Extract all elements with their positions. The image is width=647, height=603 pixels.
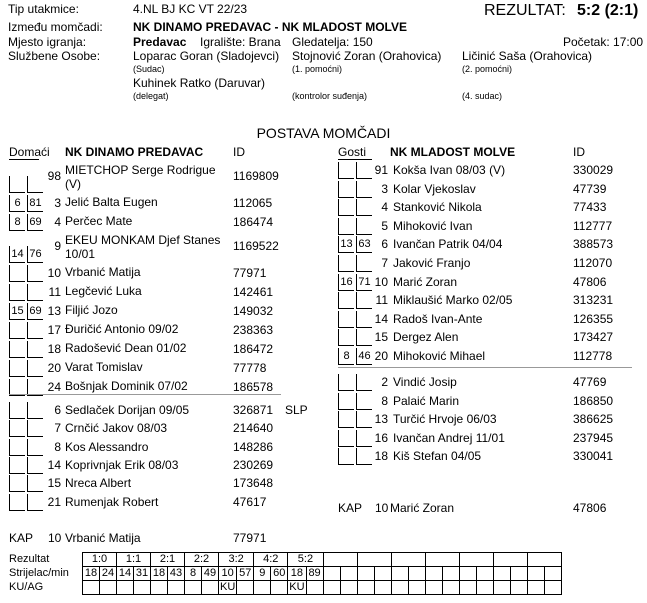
kuag-cell [117,581,134,595]
scorer-minute-cell [340,567,357,581]
official-name: Loparac Goran (Sladojevci) [133,49,280,63]
player-name: Radošević Dean 01/02 [65,341,187,355]
player-number: 21 [47,494,61,509]
player-id: 47769 [573,375,607,389]
scorer-minute-cell [391,567,408,581]
sub-minute-box: 71 [356,274,372,291]
scorer-minute-cell [425,567,442,581]
player-name: Palaić Marin [393,393,460,408]
scorer-minute-cell [544,567,561,581]
score-cell: 4:2 [254,553,288,567]
player-name: Miklaušić Marko 02/05 [393,293,513,308]
player-name: Jelić Balta Eugen [65,195,158,209]
kuag-cell [185,581,202,595]
tip-value: 4.NL BJ KC VT 22/23 [133,2,248,16]
scorer-minute-cell [408,567,425,581]
scorer-minute-cell [459,567,476,581]
player-number: 17 [47,323,61,337]
player-name: Dergez Alen [393,330,459,345]
results-row-label: KU/AG [9,581,44,593]
player-number: 15 [374,330,388,345]
scorer-minute-cell: 89 [306,567,323,581]
scorer-minute-cell: 18 [288,567,306,581]
sub-minute-box [338,162,354,179]
player-number: 4 [54,215,61,229]
player-name: Filjić Jozo [65,303,118,317]
player-name: Legčević Luka [65,284,142,298]
home-id-label: ID [233,145,245,159]
player-number: 14 [374,311,388,326]
player-id: 186472 [233,342,274,356]
player-number: 15 [47,476,61,491]
official-role: (delegat) [133,91,169,101]
player-number: 3 [54,196,61,210]
player-id: 330029 [573,163,614,177]
player-number: 11 [375,293,388,308]
score-cell [323,553,357,567]
home-divider [9,394,281,395]
away-kap-label: KAP [338,501,363,515]
player-name: Đuričić Antonio 09/02 [65,322,179,336]
results-row-label: Strijelac/min [9,567,69,579]
player-id: 173648 [233,476,274,491]
results-row [8,581,561,595]
away-id-label: ID [573,145,585,159]
player-name: Nreca Albert [65,476,132,491]
kuag-cell [544,581,561,595]
player-name: Marić Zoran [393,274,458,289]
player-name: EKEU MONKAM Djef Stanes 10/01 [65,233,221,261]
player-name: Vindić Josip [393,375,457,389]
official-role: (2. pomoćni) [462,64,513,74]
home-side-label: Domaći [9,145,50,159]
player-name: MIETCHOP Serge Rodrigue (V) [65,163,216,191]
official-role: (1. pomoćni) [292,64,343,74]
kuag-cell [254,581,271,595]
sub-minute-box [338,430,354,447]
player-number: 11 [48,285,61,299]
player-id: 47739 [573,181,607,196]
player-name: Ivančan Patrik 04/04 [393,237,503,252]
player-id: 77433 [573,200,607,215]
official-role: (Sudac) [133,64,165,74]
results-table [8,552,562,595]
player-number: 13 [374,412,388,427]
scorer-minute-cell: 18 [151,567,168,581]
kuag-cell [425,581,442,595]
official-name: Ličinić Saša (Orahovica) [462,49,593,63]
player-id: 112778 [573,349,613,363]
scorer-minute-cell [527,567,544,581]
player-number: 24 [47,380,61,394]
pocetak: Početak: 17:00 [563,35,644,49]
kuag-cell [442,581,459,595]
sub-minute-box [338,311,354,328]
sub-minute-box [9,360,25,377]
sub-minute-box: 69 [27,214,43,231]
player-name: Kos Alessandro [65,439,149,454]
score-cell: 2:1 [151,553,185,567]
player-id: 386625 [573,412,614,427]
sub-minute-box [338,292,354,309]
player-name: Varat Tomislav [65,360,143,374]
scorer-minute-cell: 18 [83,567,100,581]
away-kap-id: 47806 [573,501,607,515]
home-kap-number: 10 [48,531,62,545]
player-id: 326871 [233,403,274,417]
player-number: 18 [47,342,61,356]
scorer-minute-cell: 10 [219,567,237,581]
sub-minute-box: 63 [356,236,372,253]
scorer-minute-cell [323,567,340,581]
sub-minute-box [9,265,25,282]
player-id: 112777 [573,218,613,233]
sub-minute-box [338,218,354,235]
kuag-cell [134,581,151,595]
player-number: 14 [47,457,61,472]
sub-minute-box [9,341,25,358]
sub-minute-box [338,393,354,410]
kuag-cell [374,581,391,595]
player-name: Kiš Stefan 04/05 [393,449,482,464]
sub-minute-box: 6 [9,195,25,212]
official-name: Stojnović Zoran (Orahovica) [292,49,442,63]
player-id: 1169522 [233,239,279,253]
igraliste: Igralište: Brana [200,35,281,49]
kuag-cell [100,581,117,595]
kuag-cell [493,581,510,595]
kuag-cell [168,581,185,595]
player-id: 186474 [233,215,274,229]
player-number: 10 [374,274,388,289]
player-number: 7 [54,421,61,436]
kuag-cell [510,581,527,595]
scorer-minute-cell: 43 [168,567,185,581]
player-number: 8 [54,439,61,454]
player-number: 13 [47,304,61,318]
score-cell: 1:0 [83,553,117,567]
player-id: 1169809 [233,169,279,183]
kuag-cell [237,581,254,595]
scorer-minute-cell [442,567,459,581]
match-teams: NK DINAMO PREDAVAC - NK MLADOST MOLVE [133,20,407,34]
away-divider [338,367,632,368]
kuag-cell [306,581,323,595]
player-name: Crnčić Jakov 08/03 [65,421,168,436]
sub-minute-box [9,494,25,511]
player-number: 6 [381,237,388,252]
kuag-cell [408,581,425,595]
player-id: 388573 [573,237,614,252]
kuag-cell: KU [289,581,305,593]
player-id: 186578 [233,380,274,394]
player-number: 4 [381,200,388,215]
player-number: 20 [374,349,388,363]
away-team-name: NK MLADOST MOLVE [390,145,516,159]
player-name: Koprivnjak Erik 08/03 [65,457,179,472]
rezultat-label: REZULTAT: [484,2,566,19]
kuag-cell [459,581,476,595]
player-id: 148286 [233,439,274,454]
mjesto-value: Predavac [133,35,187,49]
osobe-label: Službene Osobe: [8,49,101,63]
score-cell: 2:2 [185,553,219,567]
scorer-minute-cell: 57 [237,567,254,581]
sub-minute-box: 14 [9,246,25,263]
away-kap-number: 10 [375,501,389,515]
player-id: 142461 [233,285,274,299]
score-cell [493,553,527,567]
player-id: 126355 [573,311,614,326]
scorer-minute-cell [374,567,391,581]
player-id: 112070 [573,256,613,270]
player-name: Jaković Franjo [393,256,471,270]
scorer-minute-cell [493,567,510,581]
rezultat-value: 5:2 (2:1) [577,2,639,19]
sub-minute-box [338,199,354,216]
sub-minute-box [338,374,354,391]
score-cell [459,553,493,567]
player-id: 77778 [233,361,267,375]
scorer-minute-cell: 31 [134,567,151,581]
player-name: Turčić Hrvoje 06/03 [393,412,497,427]
player-name: Ivančan Andrej 11/01 [393,430,505,445]
player-id: 237945 [573,430,614,445]
player-id: 186850 [573,393,614,408]
player-id: 214640 [233,421,274,436]
player-number: 8 [381,393,388,408]
player-id: 313231 [573,293,614,308]
lineup-title: POSTAVA MOMČADI [256,125,391,141]
scorer-minute-cell: 9 [254,567,271,581]
kuag-cell [151,581,168,595]
player-extra: SLP [285,403,308,417]
player-name: Perčec Mate [65,214,133,228]
kuag-cell [476,581,493,595]
official-role: (4. sudac) [462,91,503,101]
mjesto-label: Mjesto igranja: [8,35,87,49]
player-id: 173427 [573,330,614,345]
score-cell [425,553,459,567]
player-id: 230269 [233,457,274,472]
player-name: Radoš Ivan-Ante [393,311,483,326]
sub-minute-box [338,255,354,272]
results-row [8,567,561,581]
sub-minute-box: 8 [338,348,354,365]
sub-minute-box: 46 [356,348,372,365]
scorer-minute-cell: 24 [100,567,117,581]
scorer-minute-cell: 8 [185,567,202,581]
scorer-minute-cell [476,567,493,581]
player-name: Stanković Nikola [393,200,482,215]
kuag-cell: KU [220,581,236,593]
kuag-cell [83,581,100,595]
away-header-line [338,159,372,160]
player-number: 10 [47,266,61,280]
gledatelja: Gledatelja: 150 [292,35,373,49]
scorer-minute-cell: 60 [271,567,288,581]
sub-minute-box [9,475,25,492]
player-number: 16 [374,430,388,445]
sub-minute-box [9,402,25,419]
kuag-cell [340,581,357,595]
player-name: Kokša Ivan 08/03 (V) [393,163,506,177]
player-id: 112065 [233,196,273,210]
score-cell: 5:2 [288,553,323,567]
sub-minute-box [338,181,354,198]
away-kap-name: Marić Zoran [390,501,455,515]
player-name: Vrbanić Matija [65,265,141,279]
scorer-minute-cell [357,567,374,581]
sub-minute-box [9,176,25,193]
score-cell [357,553,391,567]
player-number: 3 [381,181,388,196]
scorer-minute-cell: 14 [117,567,134,581]
home-kap-label: KAP [9,531,34,545]
scorer-minute-cell [510,567,527,581]
player-number: 2 [381,375,388,389]
official-name: Kuhinek Ratko (Daruvar) [133,76,266,90]
player-name: Kolar Vjekoslav [393,181,476,196]
player-number: 9 [54,239,61,253]
player-number: 7 [381,256,388,270]
score-cell: 3:2 [219,553,254,567]
sub-minute-box [338,448,354,465]
kuag-cell [202,581,219,595]
score-cell: 1:1 [117,553,151,567]
sub-minute-box: 76 [27,246,43,263]
home-team-name: NK DINAMO PREDAVAC [65,145,204,159]
kuag-cell [357,581,374,595]
player-number: 20 [47,361,61,375]
scorer-minute-cell: 49 [202,567,219,581]
player-name: Rumenjak Robert [65,494,159,509]
results-row-label: Rezultat [9,553,50,565]
izmedu-label: Između momčadi: [8,20,103,34]
sub-minute-box: 69 [27,303,43,320]
score-cell [391,553,425,567]
player-id: 238363 [233,323,274,337]
sub-minute-box: 16 [338,274,354,291]
sub-minute-box: 8 [9,214,25,231]
sub-minute-box [9,322,25,339]
sub-minute-box [338,329,354,346]
player-name: Mihoković Ivan [393,218,473,233]
kuag-cell [527,581,544,595]
player-id: 47617 [233,494,267,509]
player-id: 47806 [573,274,607,289]
sub-minute-box: 81 [27,195,43,212]
home-kap-id: 77971 [233,531,267,545]
sub-minute-box [338,411,354,428]
tip-label: Tip utakmice: [8,2,79,16]
player-id: 149032 [233,304,274,318]
player-name: Mihoković Mihael [393,349,486,363]
kuag-cell [271,581,288,595]
player-id: 330041 [573,449,614,464]
home-header-line [9,159,39,160]
player-name: Bošnjak Dominik 07/02 [65,379,188,393]
player-number: 6 [54,403,61,417]
player-id: 77971 [233,266,267,280]
player-number: 98 [47,169,61,183]
sub-minute-box [9,420,25,437]
home-kap-name: Vrbanić Matija [65,531,141,545]
kuag-cell [323,581,340,595]
sub-minute-box: 13 [338,236,354,253]
sub-minute-box [9,439,25,456]
sub-minute-box: 15 [9,303,25,320]
results-row [8,553,561,567]
sub-minute-box [9,284,25,301]
kuag-cell [391,581,408,595]
player-name: Sedlaček Dorijan 09/05 [65,403,190,417]
player-number: 5 [381,218,388,233]
sub-minute-box [9,457,25,474]
player-number: 18 [374,449,388,464]
official-role: (kontrolor suđenja) [292,91,368,101]
away-side-label: Gosti [338,145,367,159]
player-number: 91 [374,163,388,177]
score-cell [527,553,561,567]
